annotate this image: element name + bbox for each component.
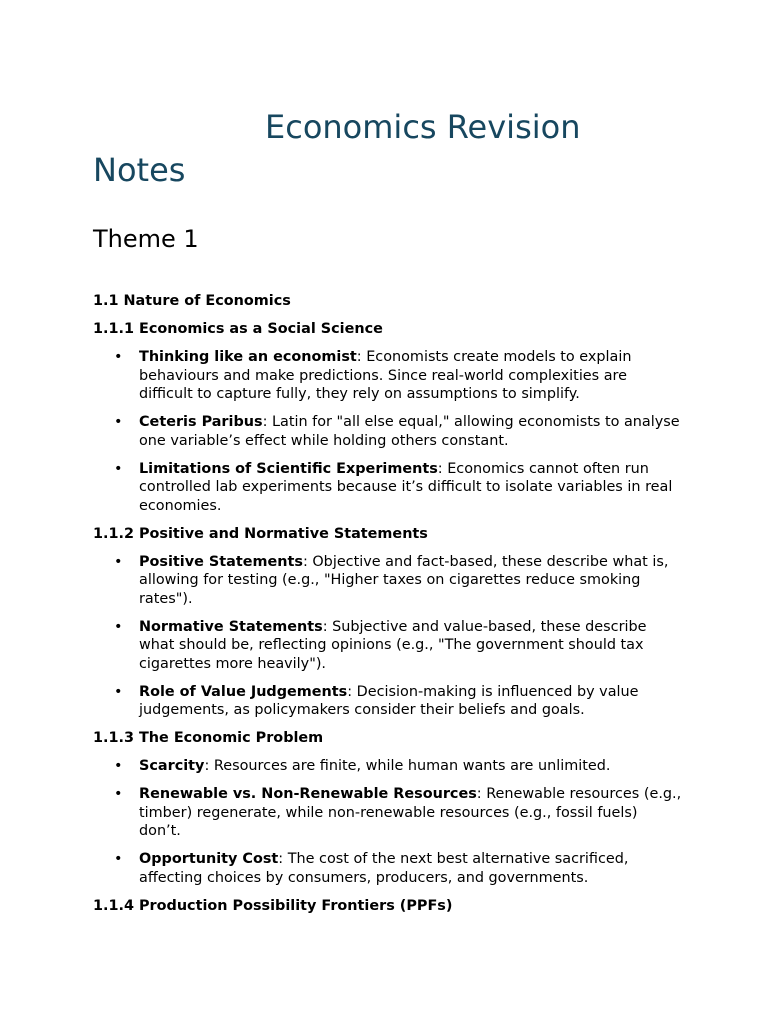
section-heading-1-1-1: 1.1.1 Economics as a Social Science (93, 321, 383, 337)
list-item (93, 850, 683, 887)
bullet-icon: • (114, 618, 123, 635)
bullet-list-1-1-3 (93, 757, 683, 887)
term-description: : Subjective and value-based, these describe what should be, reflecting opinions (e.g., "The government should tax cigarettes more heavily"). (139, 618, 647, 672)
term-description: : Objective and fact-based, these describe what is, allowing for testing (e.g., "Higher taxes on cigarettes reduce smoking rates"). (139, 553, 669, 607)
theme-heading: Theme 1 (93, 225, 199, 253)
bullet-icon: • (114, 460, 123, 477)
list-item (93, 757, 683, 776)
term-label: Scarcity (139, 758, 205, 774)
bullet-icon: • (114, 758, 123, 774)
term-description: : The cost of the next best alternative sacrificed, affecting choices by consumers, producers, and governments. (139, 851, 629, 886)
list-item (93, 348, 683, 404)
bullet-list-1-1-1 (93, 348, 683, 515)
list-item (93, 553, 683, 609)
list-item (93, 413, 683, 450)
term-label: Normative Statements (139, 618, 323, 635)
bullet-icon: • (114, 553, 123, 570)
section-heading-1-1-4: 1.1.4 Production Possibility Frontiers (PPFs) (93, 897, 453, 914)
document-body (93, 292, 683, 925)
section-heading-1-1-3: 1.1.3 The Economic Problem (93, 730, 324, 746)
document-title: Economics Revision Notes (93, 108, 581, 189)
list-item (93, 460, 683, 516)
bullet-icon: • (114, 786, 123, 802)
list-item (93, 785, 683, 841)
bullet-list-1-1-2 (93, 553, 683, 720)
term-description: : Renewable resources (e.g., timber) regenerate, while non-renewable resources (e.g., fossil fuels) don’t. (139, 786, 682, 839)
section-heading-1-1-2: 1.1.2 Positive and Normative Statements (93, 525, 428, 542)
term-label: Role of Value Judgements (139, 683, 348, 700)
bullet-icon: • (114, 683, 123, 700)
term-label: Ceteris Paribus (139, 414, 263, 430)
section-heading-1-1: 1.1 Nature of Economics (93, 293, 291, 309)
term-description: : Latin for "all else equal," allowing economists to analyse one variable’s effect while holding others constant. (139, 414, 680, 449)
term-label: Limitations of Scientific Experiments (139, 460, 438, 477)
bullet-icon: • (114, 414, 123, 430)
term-label: Thinking like an economist (139, 349, 357, 365)
bullet-icon: • (114, 851, 123, 867)
term-label: Renewable vs. Non-Renewable Resources (139, 786, 477, 802)
term-description: : Resources are finite, while human wants are unlimited. (204, 758, 611, 774)
term-description: : Decision-making is influenced by value judgements, as policymakers consider their beliefs and goals. (139, 683, 639, 718)
term-label: Positive Statements (139, 553, 303, 570)
list-item (93, 618, 683, 674)
term-label: Opportunity Cost (139, 851, 279, 867)
term-description: : Economics cannot often run controlled lab experiments because it’s difficult to isolate variables in real economies. (139, 460, 673, 514)
term-description: : Economists create models to explain behaviours and make predictions. Since real-world complexities are difficult to capture fully, they rely on assumptions to simplify. (139, 349, 632, 402)
bullet-icon: • (114, 349, 123, 365)
list-item (93, 683, 683, 720)
